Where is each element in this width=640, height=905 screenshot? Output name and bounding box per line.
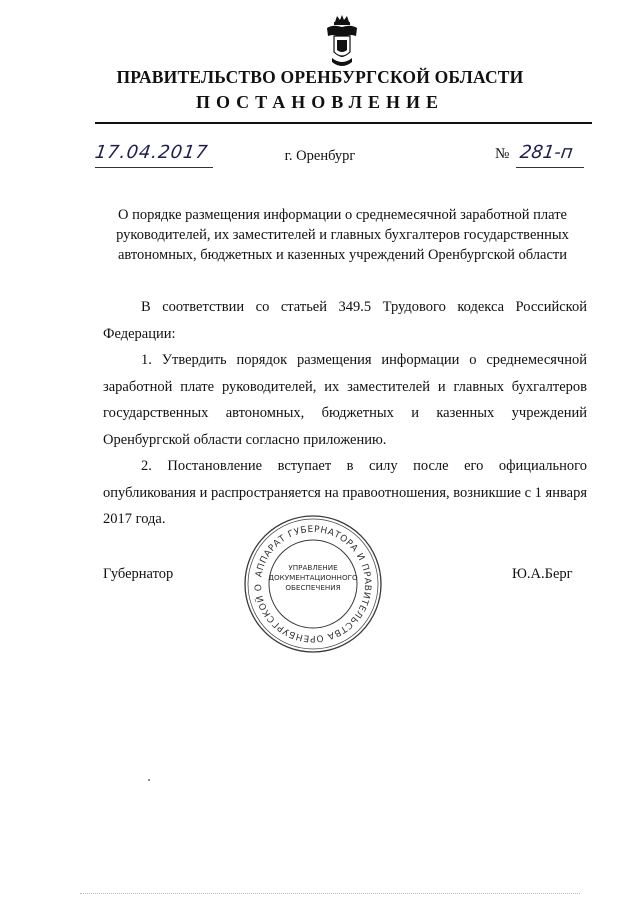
body-item-2: 2. Постановление вступает в силу после его официального опубликования и распространяется на правоотношения, возникшие с 1 января 2017 года.: [103, 458, 587, 527]
document-subject: О порядке размещения информации о среднемесячной заработной плате руководителей, их заместителей и главных бухгалтеров государственных автономных, бюджетных и казенных учреждений Оренбургской области: [116, 207, 569, 263]
document-city: г. Оренбург: [284, 148, 356, 164]
stamp-line-1: УПРАВЛЕНИЕ: [288, 563, 338, 572]
number-underline: [516, 167, 584, 168]
scan-edge-noise: [80, 893, 580, 895]
coat-of-arms-emblem-icon: [323, 14, 361, 68]
signatory-name: Ю.А.Берг: [512, 566, 573, 582]
document-date: 17.04.2017: [93, 142, 210, 163]
stamp-line-3: ОБЕСПЕЧЕНИЯ: [285, 583, 341, 592]
scan-speck: [148, 779, 150, 781]
date-underline: [95, 167, 213, 168]
body-item-1: 1. Утвердить порядок размещения информации о среднемесячной заработной плате руководителей, их заместителей и главных бухгалтеров государственных автономных, бюджетных и казенных учреждений Оренбургской области согласно приложению.: [103, 352, 587, 448]
document-number-field: [516, 142, 584, 168]
stamp-line-2: ДОКУМЕНТАЦИОННОГО: [268, 573, 358, 582]
document-kind: ПОСТАНОВЛЕНИЕ: [195, 92, 445, 112]
organization-title: ПРАВИТЕЛЬСТВО ОРЕНБУРГСКОЙ ОБЛАСТИ: [116, 67, 524, 87]
document-body: [103, 294, 587, 533]
header-divider: [95, 122, 592, 124]
document-number: 281-п: [518, 142, 575, 163]
number-label: №: [495, 146, 510, 162]
body-preamble: В соответствии со статьей 349.5 Трудового кодекса Российской Федерации:: [103, 299, 587, 342]
stamp-center-text: [242, 563, 384, 593]
official-stamp: [242, 513, 384, 655]
signatory-title: Губернатор: [103, 566, 174, 582]
stamp-ring-text: АППАРАТ ГУБЕРНАТОРА И ПРАВИТЕЛЬСТВА ОРЕНБУРГСКОЙ О: [253, 524, 373, 644]
